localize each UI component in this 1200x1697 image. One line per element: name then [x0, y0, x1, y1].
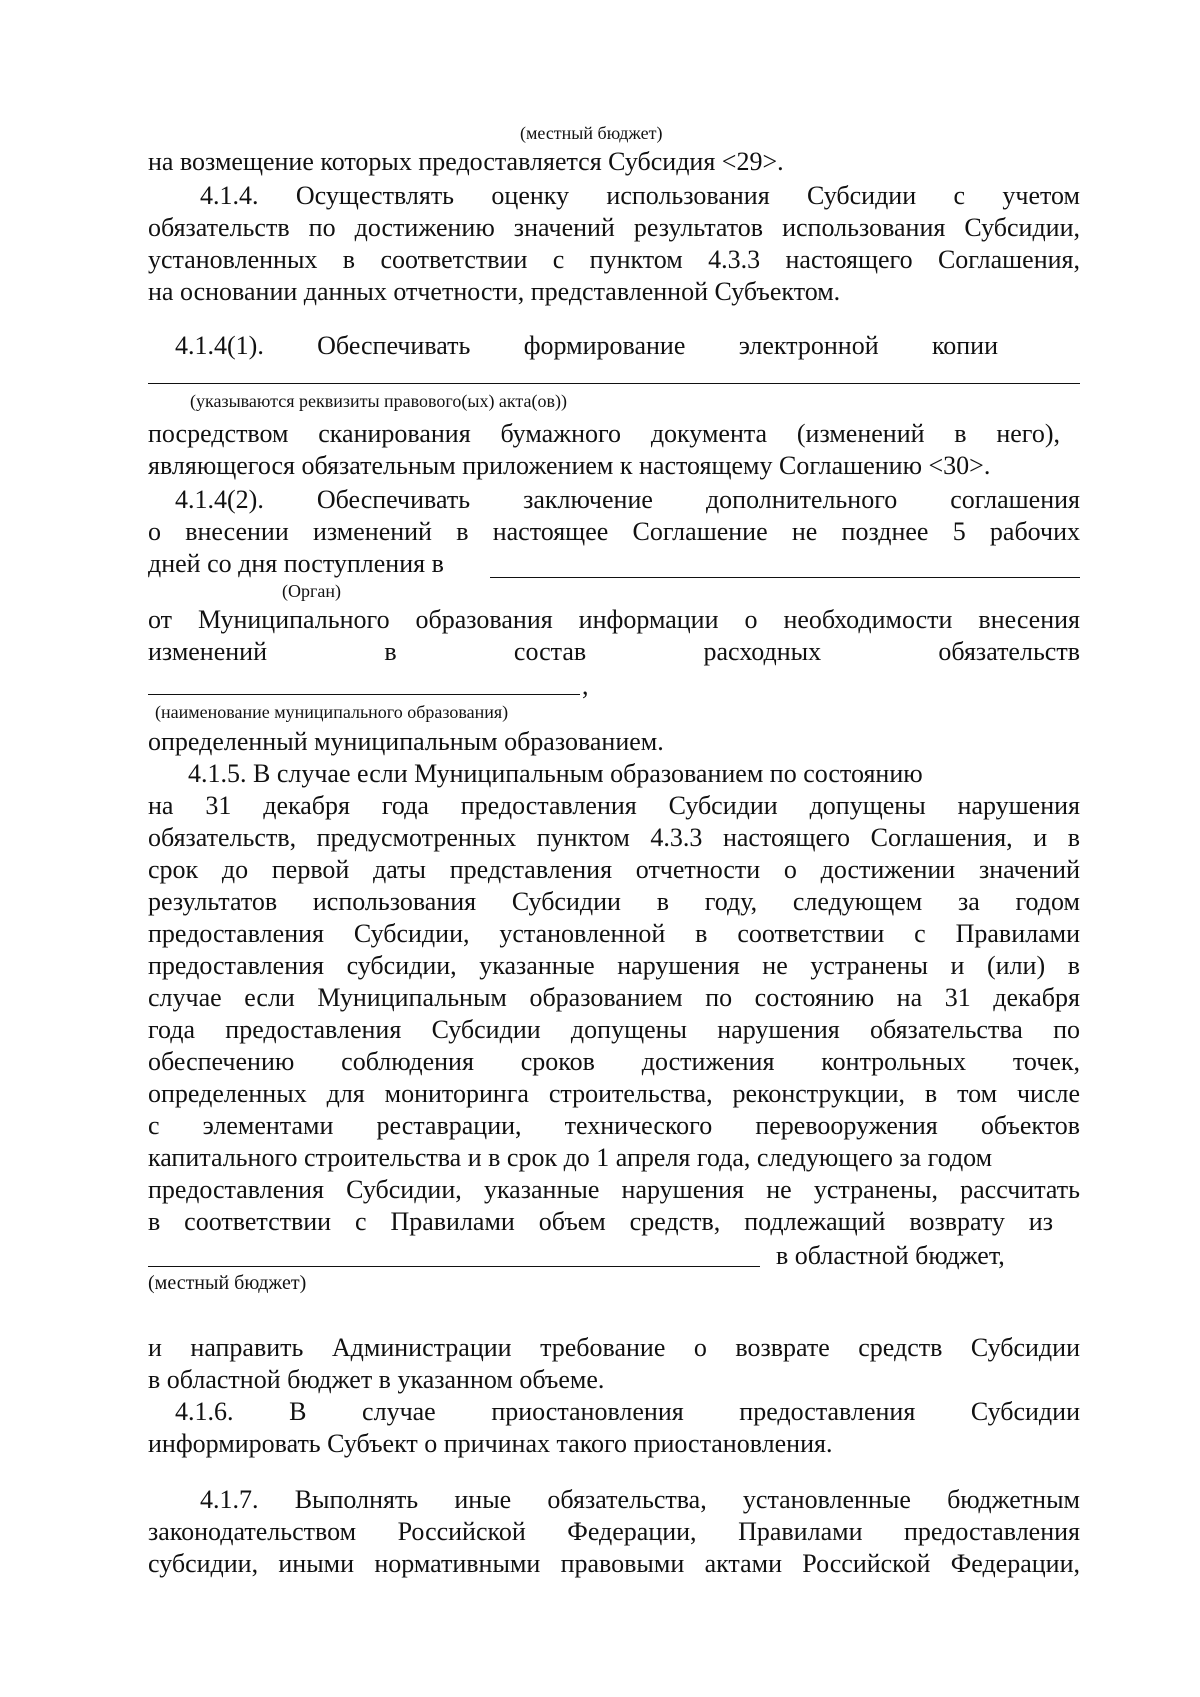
blank-line — [148, 1266, 760, 1267]
blank-line — [148, 383, 1080, 384]
paragraph-4-1-4-2-line: о внесении изменений в настоящее Соглашение не позднее 5 рабочих — [148, 517, 1080, 546]
paragraph-4-1-5-line: с элементами реставрации, технического перевооружения объектов — [148, 1111, 1080, 1140]
paragraph-4-1-5-line: капитального строительства и в срок до 1 апреля года, следующего за годом — [148, 1143, 993, 1172]
caption-act-details: (указываются реквизиты правового(ых) акта(ов)) — [190, 391, 567, 411]
paragraph-4-1-5-line: определенных для мониторинга строительства, реконструкции, в том числе — [148, 1079, 1080, 1108]
paragraph-4-1-5-line: 4.1.5. В случае если Муниципальным образованием по состоянию — [188, 759, 923, 788]
blank-line — [490, 577, 1080, 578]
paragraph-4-1-5-line: в областной бюджет в указанном объеме. — [148, 1365, 605, 1394]
paragraph-4-1-4-1-line: являющегося обязательным приложением к настоящему Соглашению <30>. — [148, 451, 991, 480]
paragraph-4-1-4-2-line: изменений в состав расходных обязательств — [148, 637, 1080, 666]
paragraph-4-1-4-2-line: определенный муниципальным образованием. — [148, 727, 664, 756]
paragraph-4-1-4-line: 4.1.4. Осуществлять оценку использования Субсидии с учетом — [200, 181, 1080, 210]
paragraph-4-1-5-line: и направить Администрации требование о возврате средств Субсидии — [148, 1333, 1080, 1362]
paragraph-4-1-5-line: результатов использования Субсидии в году, следующем за годом — [148, 887, 1080, 916]
paragraph-4-1-7-line: субсидии, иными нормативными правовыми актами Российской Федерации, — [148, 1549, 1080, 1578]
caption-local-budget: (местный бюджет) — [148, 1272, 307, 1294]
paragraph-4-1-5-line: в областной бюджет, — [776, 1241, 1005, 1270]
paragraph-4-1-6-line: 4.1.6. В случае приостановления предоставления Субсидии — [175, 1397, 1080, 1426]
paragraph-4-1-5-line: в соответствии с Правилами объем средств, подлежащий возврату из — [148, 1207, 1053, 1236]
paragraph-4-1-5-line: срок до первой даты представления отчетности о достижении значений — [148, 855, 1080, 884]
comma: , — [582, 671, 589, 700]
paragraph-4-1-5-line: предоставления Субсидии, установленной в соответствии с Правилами — [148, 919, 1080, 948]
paragraph-4-1-4-1-line: посредством сканирования бумажного документа (изменений в него), — [148, 419, 1060, 448]
paragraph-4-1-5-line: обеспечению соблюдения сроков достижения контрольных точек, — [148, 1047, 1080, 1076]
paragraph-4-1-5-line: случае если Муниципальным образованием по состоянию на 31 декабря — [148, 983, 1080, 1012]
paragraph-4-1-7-line: 4.1.7. Выполнять иные обязательства, установленные бюджетным — [200, 1485, 1080, 1514]
paragraph-4-1-5-line: года предоставления Субсидии допущены нарушения обязательства по — [148, 1015, 1080, 1044]
caption-local-budget: (местный бюджет) — [520, 123, 663, 143]
text-line: на возмещение которых предоставляется Субсидия <29>. — [148, 147, 784, 176]
paragraph-4-1-4-line: на основании данных отчетности, представленной Субъектом. — [148, 277, 841, 306]
paragraph-4-1-6-line: информировать Субъект о причинах такого приостановления. — [148, 1429, 833, 1458]
paragraph-4-1-4-1-line: 4.1.4(1). Обеспечивать формирование электронной копии — [175, 331, 998, 360]
paragraph-4-1-4-line: обязательств по достижению значений результатов использования Субсидии, — [148, 213, 1080, 242]
paragraph-4-1-5-line: на 31 декабря года предоставления Субсидии допущены нарушения — [148, 791, 1080, 820]
paragraph-4-1-5-line: обязательств, предусмотренных пунктом 4.3.3 настоящего Соглашения, и в — [148, 823, 1080, 852]
paragraph-4-1-7-line: законодательством Российской Федерации, Правилами предоставления — [148, 1517, 1080, 1546]
caption-municipality-name: (наименование муниципального образования) — [155, 702, 509, 722]
paragraph-4-1-5-line: предоставления Субсидии, указанные нарушения не устранены, рассчитать — [148, 1175, 1080, 1204]
paragraph-4-1-4-2-line: дней со дня поступления в — [148, 549, 444, 578]
caption-organ: (Орган) — [282, 581, 341, 601]
paragraph-4-1-5-line: предоставления субсидии, указанные нарушения не устранены и (или) в — [148, 951, 1080, 980]
paragraph-4-1-4-2-line: от Муниципального образования информации о необходимости внесения — [148, 605, 1080, 634]
blank-line — [148, 694, 580, 695]
paragraph-4-1-4-2-line: 4.1.4(2). Обеспечивать заключение дополнительного соглашения — [175, 485, 1080, 514]
paragraph-4-1-4-line: установленных в соответствии с пунктом 4.3.3 настоящего Соглашения, — [148, 245, 1080, 274]
